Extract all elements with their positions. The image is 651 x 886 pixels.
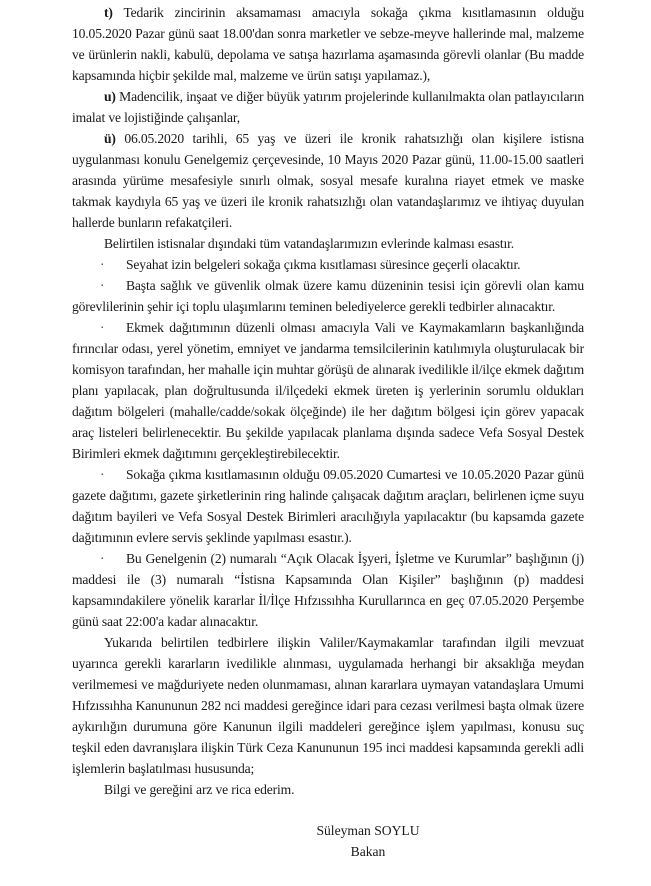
bullet-text: Seyahat izin belgeleri sokağa çıkma kısıtlaması süresince geçerli olacaktır.	[126, 257, 521, 272]
item-u	[72, 86, 584, 128]
item-marker: ü)	[104, 131, 116, 146]
item-text: Tedarik zincirinin aksamaması amacıyla sokağa çıkma kısıtlamasının olduğu 10.05.2020 Pazar günü saat 18.00'dan sonra marketler ve sebze-meyve hallerinde mal, malzeme ve ürünlerin nakli, kabulü, depolama ve satışa hazırlama aşamasında görevli olanlar (Bu madde kapsamında hiçbir şekilde mal, malzeme ve ürün satışı yapılamaz.),	[72, 5, 584, 83]
item-uu	[72, 128, 584, 233]
bullet-text: Ekmek dağıtımının düzenli olması amacıyla Vali ve Kaymakamların başkanlığında fırıncılar odası, yerel yönetim, emniyet ve jandarma temsilcilerinin katılımıyla oluşturulacak bir komisyon tarafından, her mahalle için muhtar görüşü de alınarak ivedilikle il/ilçe ekmek dağıtım planı yapılacak, plan doğrultusunda il/ilçedeki ekmek üreten iş yerlerinin sorumlu oldukları dağıtım bölgeleri (mahalle/cadde/sokak ölçeğinde) ile her dağıtım bölgesi için görev yapacak araç listeleri belirlenecektir. Bu şekilde yapılacak planlama dışında sadece Vefa Sosyal Destek Birimleri ekmek dağıtımını gerçekleştirebilecektir.	[72, 320, 584, 461]
bullet-item: · Sokağa çıkma kısıtlamasının olduğu 09.05.2020 Cumartesi ve 10.05.2020 Pazar günü gazete dağıtımı, gazete şirketlerinin ring halinde çalışacak dağıtım araçları, belirlenen içme suyu dağıtım bayileri ve Vefa Sosyal Destek Birimleri aracılığıyla yapılacaktır (bu kapsamda gazete dağıtımının evlere servis şeklinde yapılması esastır.).	[72, 467, 584, 545]
request-line: Bilgi ve gereğini arz ve rica ederim.	[104, 782, 295, 797]
item-marker: t)	[104, 5, 113, 20]
bullet-item: · Seyahat izin belgeleri sokağa çıkma kısıtlaması süresince geçerli olacaktır.	[100, 257, 521, 272]
signatory-title: Bakan	[350, 844, 386, 859]
item-text: 06.05.2020 tarihli, 65 yaş ve üzeri ile kronik rahatsızlığı olan kişilere istisna uygulanması konulu Genelgemiz çerçevesinde, 10 Mayıs 2020 Pazar günü, 11.00-15.00 saatleri arasında yürüme mesafesiyle sınırlı olmak, sosyal mesafe kuralına riayet etmek ve maske takmak kaydıyla 65 yaş ve üzeri ile kronik rahatsızlığı olan vatandaşlarımız ve ihtiyaç duyulan hallerde bunların refakatçileri.	[72, 131, 584, 230]
signatory-name: Süleyman SOYLU	[316, 823, 420, 838]
bullet-text: Başta sağlık ve güvenlik olmak üzere kamu düzeninin tesisi için görevli olan kamu görevlilerinin şehir içi toplu ulaşımlarını teminen belediyelerce gerekli tedbirler alınacaktır.	[72, 278, 584, 314]
item-marker: u)	[104, 89, 116, 104]
document-page	[72, 0, 584, 800]
bullet-item: · Bu Genelgenin (2) numaralı “Açık Olacak İşyeri, İşletme ve Kurumlar” başlığının (j) maddesi ile (3) numaralı “İstisna Kapsamında Olan Kişiler” başlığının (p) maddesi kapsamındakilere yönelik kararlar İl/İlçe Hıfzıssıhha Kurullarınca en geç 07.05.2020 Perşembe günü saat 22:00'a kadar alınacaktır.	[72, 551, 584, 629]
item-t	[72, 2, 584, 86]
intro-paragraph: Belirtilen istisnalar dışındaki tüm vatandaşlarımızın evlerinde kalması esastır.	[104, 236, 515, 251]
item-text: Madencilik, inşaat ve diğer büyük yatırım projelerinde kullanılmakta olan patlayıcıların imalat ve lojistiğinde çalışanlar,	[72, 89, 584, 125]
bullet-item: · Başta sağlık ve güvenlik olmak üzere kamu düzeninin tesisi için görevli olan kamu görevlilerinin şehir içi toplu ulaşımlarını teminen belediyelerce gerekli tedbirler alınacaktır.	[72, 278, 584, 314]
signature-block	[298, 820, 438, 862]
bullet-text: Sokağa çıkma kısıtlamasının olduğu 09.05.2020 Cumartesi ve 10.05.2020 Pazar günü gazete dağıtımı, gazete şirketlerinin ring halinde çalışacak dağıtım araçları, belirlenen içme suyu dağıtım bayileri ve Vefa Sosyal Destek Birimleri aracılığıyla yapılacaktır (bu kapsamda gazete dağıtımının evlere servis şeklinde yapılması esastır.).	[72, 467, 584, 545]
bullet-item: · Ekmek dağıtımının düzenli olması amacıyla Vali ve Kaymakamların başkanlığında fırıncılar odası, yerel yönetim, emniyet ve jandarma temsilcilerinin katılımıyla oluşturulacak bir komisyon tarafından, her mahalle için muhtar görüşü de alınarak ivedilikle il/ilçe ekmek dağıtım planı yapılacak, plan doğrultusunda il/ilçedeki ekmek üreten iş yerlerinin sorumlu oldukları dağıtım bölgeleri (mahalle/cadde/sokak ölçeğinde) ile her dağıtım bölgesi için görev yapacak araç listeleri belirlenecektir. Bu şekilde yapılacak planlama dışında sadece Vefa Sosyal Destek Birimleri ekmek dağıtımını gerçekleştirebilecektir.	[72, 320, 584, 461]
closing-paragraph: Yukarıda belirtilen tedbirlere ilişkin Valiler/Kaymakamlar tarafından ilgili mevzuat uyarınca gerekli kararların ivedilikle alınması, uygulamada herhangi bir aksaklığa meydan verilmemesi ve mağduriyete neden olunmaması, alınan kararlara uymayan vatandaşlara Umumi Hıfzıssıhha Kanununun 282 nci maddesi gereğince idari para cezası verilmesi başta olmak üzere aykırılığın durumuna göre Kanunun ilgili maddeleri gereğince işlem yapılması, konusu suç teşkil eden davranışlara ilişkin Türk Ceza Kanununun 195 inci maddesi kapsamında gerekli adli işlemlerin başlatılması hususunda;	[72, 635, 584, 776]
bullet-text: Bu Genelgenin (2) numaralı “Açık Olacak İşyeri, İşletme ve Kurumlar” başlığının (j) maddesi ile (3) numaralı “İstisna Kapsamında Olan Kişiler” başlığının (p) maddesi kapsamındakilere yönelik kararlar İl/İlçe Hıfzıssıhha Kurullarınca en geç 07.05.2020 Perşembe günü saat 22:00'a kadar alınacaktır.	[72, 551, 584, 629]
